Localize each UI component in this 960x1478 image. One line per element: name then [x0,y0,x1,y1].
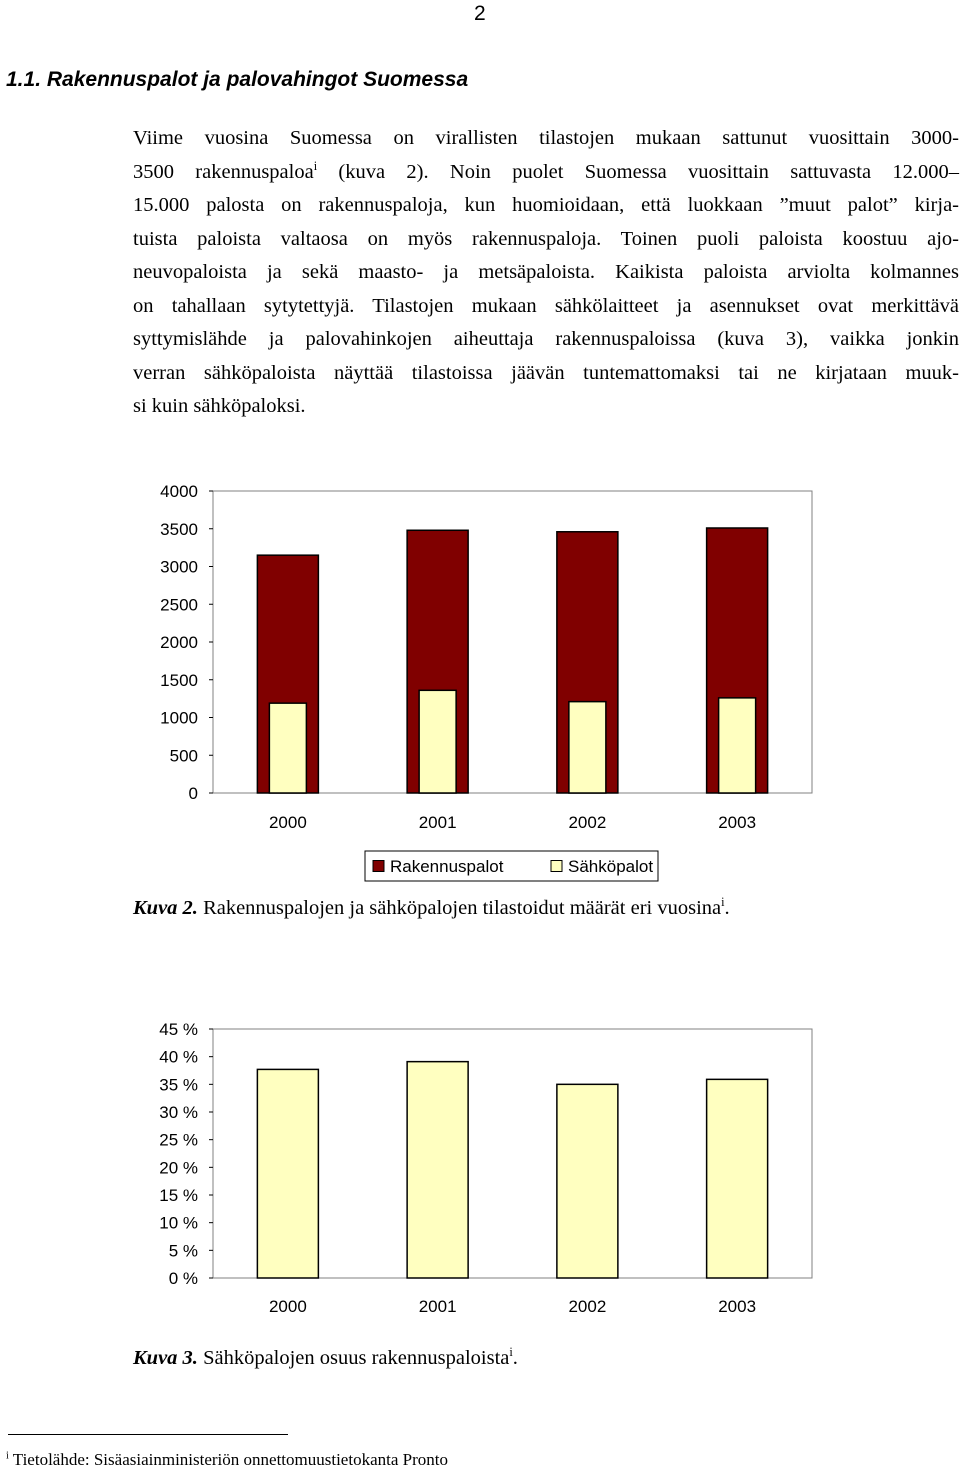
paragraph-line: syttymislähde ja palovahinkojen aiheuttaja rakennuspaloissa (kuva 3), vaikka jonkin [133,328,959,350]
y-tick-label: 25 % [159,1130,198,1150]
y-tick-label: 500 [169,746,198,766]
x-tick-label: 2001 [418,813,457,832]
building-fires-bar-chart [0,470,960,890]
paragraph-line: 15.000 palosta on rakennuspaloja, kun huomioidaan, että luokkaan ”muut palot” kirja- [133,194,959,216]
x-tick-label: 2002 [568,1297,607,1316]
y-tick-label: 2000 [160,633,198,652]
y-tick-label: 45 % [159,1020,198,1039]
y-tick-label: 5 % [168,1241,198,1261]
y-tick-label: 40 % [159,1047,198,1067]
footnote-text: Tietolähde: Sisäasiainministeriön onnettomuustietokanta Pronto [8,1450,448,1469]
y-tick-label: 3500 [160,519,198,539]
paragraph-line: Viime vuosina Suomessa on virallisten tilastojen mukaan sattunut vuosittain 3000- [133,127,959,149]
bar [257,1069,318,1278]
y-tick-label: 0 % [168,1269,198,1288]
paragraph-line [133,156,959,190]
section-heading: 1.1. Rakennuspalot ja palovahingot Suomessa [6,68,469,91]
x-tick-label: 2002 [568,813,607,832]
x-tick-label: 2001 [418,1297,457,1316]
footnote-marker: i [6,1450,9,1462]
footnote [6,1450,448,1470]
caption-end: . [724,897,730,919]
footnote-ref: i [509,1345,513,1360]
paragraph-line: neuvopaloista ja sekä maasto- ja metsäpaloista. Kaikista paloista arviolta kolmannes [133,261,959,283]
caption-text: Rakennuspalojen ja sähköpalojen tilastoidut määrät eri vuosina [197,897,722,919]
y-tick-label: 10 % [159,1213,198,1233]
y-tick-label: 15 % [159,1186,198,1205]
y-tick-label: 1000 [160,708,198,728]
figure-2-caption [133,897,730,920]
bar [407,1062,468,1278]
x-tick-label: 2003 [718,1297,757,1316]
footnote-rule [8,1434,288,1435]
paragraph-fragment: (kuva 2). Noin puolet Suomessa vuosittain sattuvasta 12.000– [317,160,959,183]
caption-label: Kuva 2. [133,897,198,919]
footnote-ref: i [313,158,318,173]
legend-label: Sähköpalot [568,857,654,876]
x-tick-label: 2000 [268,1297,307,1316]
x-tick-label: 2000 [268,813,307,832]
x-tick-label: 2003 [718,813,757,832]
legend-label: Rakennuspalot [390,857,504,876]
legend-swatch [373,861,384,872]
caption-end: . [512,1347,518,1369]
bar [269,703,306,793]
y-tick-label: 20 % [159,1158,198,1178]
footnote-ref: i [721,895,725,910]
bar [419,690,456,793]
figure-3-caption [133,1347,518,1370]
caption-label: Kuva 3. [133,1347,198,1369]
paragraph-line: tuista paloista valtaosa on myös rakennuspaloja. Toinen puoli paloista koostuu ajo- [133,227,959,250]
body-paragraph [133,122,959,424]
bar [719,698,756,793]
electrical-fires-share-bar-chart [0,1010,960,1340]
y-tick-label: 3000 [160,557,198,577]
y-tick-label: 1500 [160,670,198,690]
legend-swatch [551,861,562,872]
y-tick-label: 30 % [159,1103,198,1122]
paragraph-line: si kuin sähköpaloksi. [133,395,306,417]
paragraph-fragment: 3500 rakennuspaloa [133,160,314,183]
bar [569,702,606,793]
caption-text: Sähköpalojen osuus rakennuspaloista [197,1347,510,1369]
paragraph-line: on tahallaan sytytettyjä. Tilastojen mukaan sähkölaitteet ja asennukset ovat merkittävä [133,294,959,317]
y-tick-label: 35 % [159,1075,198,1095]
y-tick-label: 0 [188,784,198,803]
bar [707,1079,768,1278]
y-tick-label: 4000 [160,482,198,501]
bar [557,1084,618,1278]
y-tick-label: 2500 [160,595,198,615]
page-number: 2 [474,2,486,25]
paragraph-line: verran sähköpaloista näyttää tilastoissa jäävän tuntemattomaksi tai ne kirjataan muuk- [133,361,959,384]
